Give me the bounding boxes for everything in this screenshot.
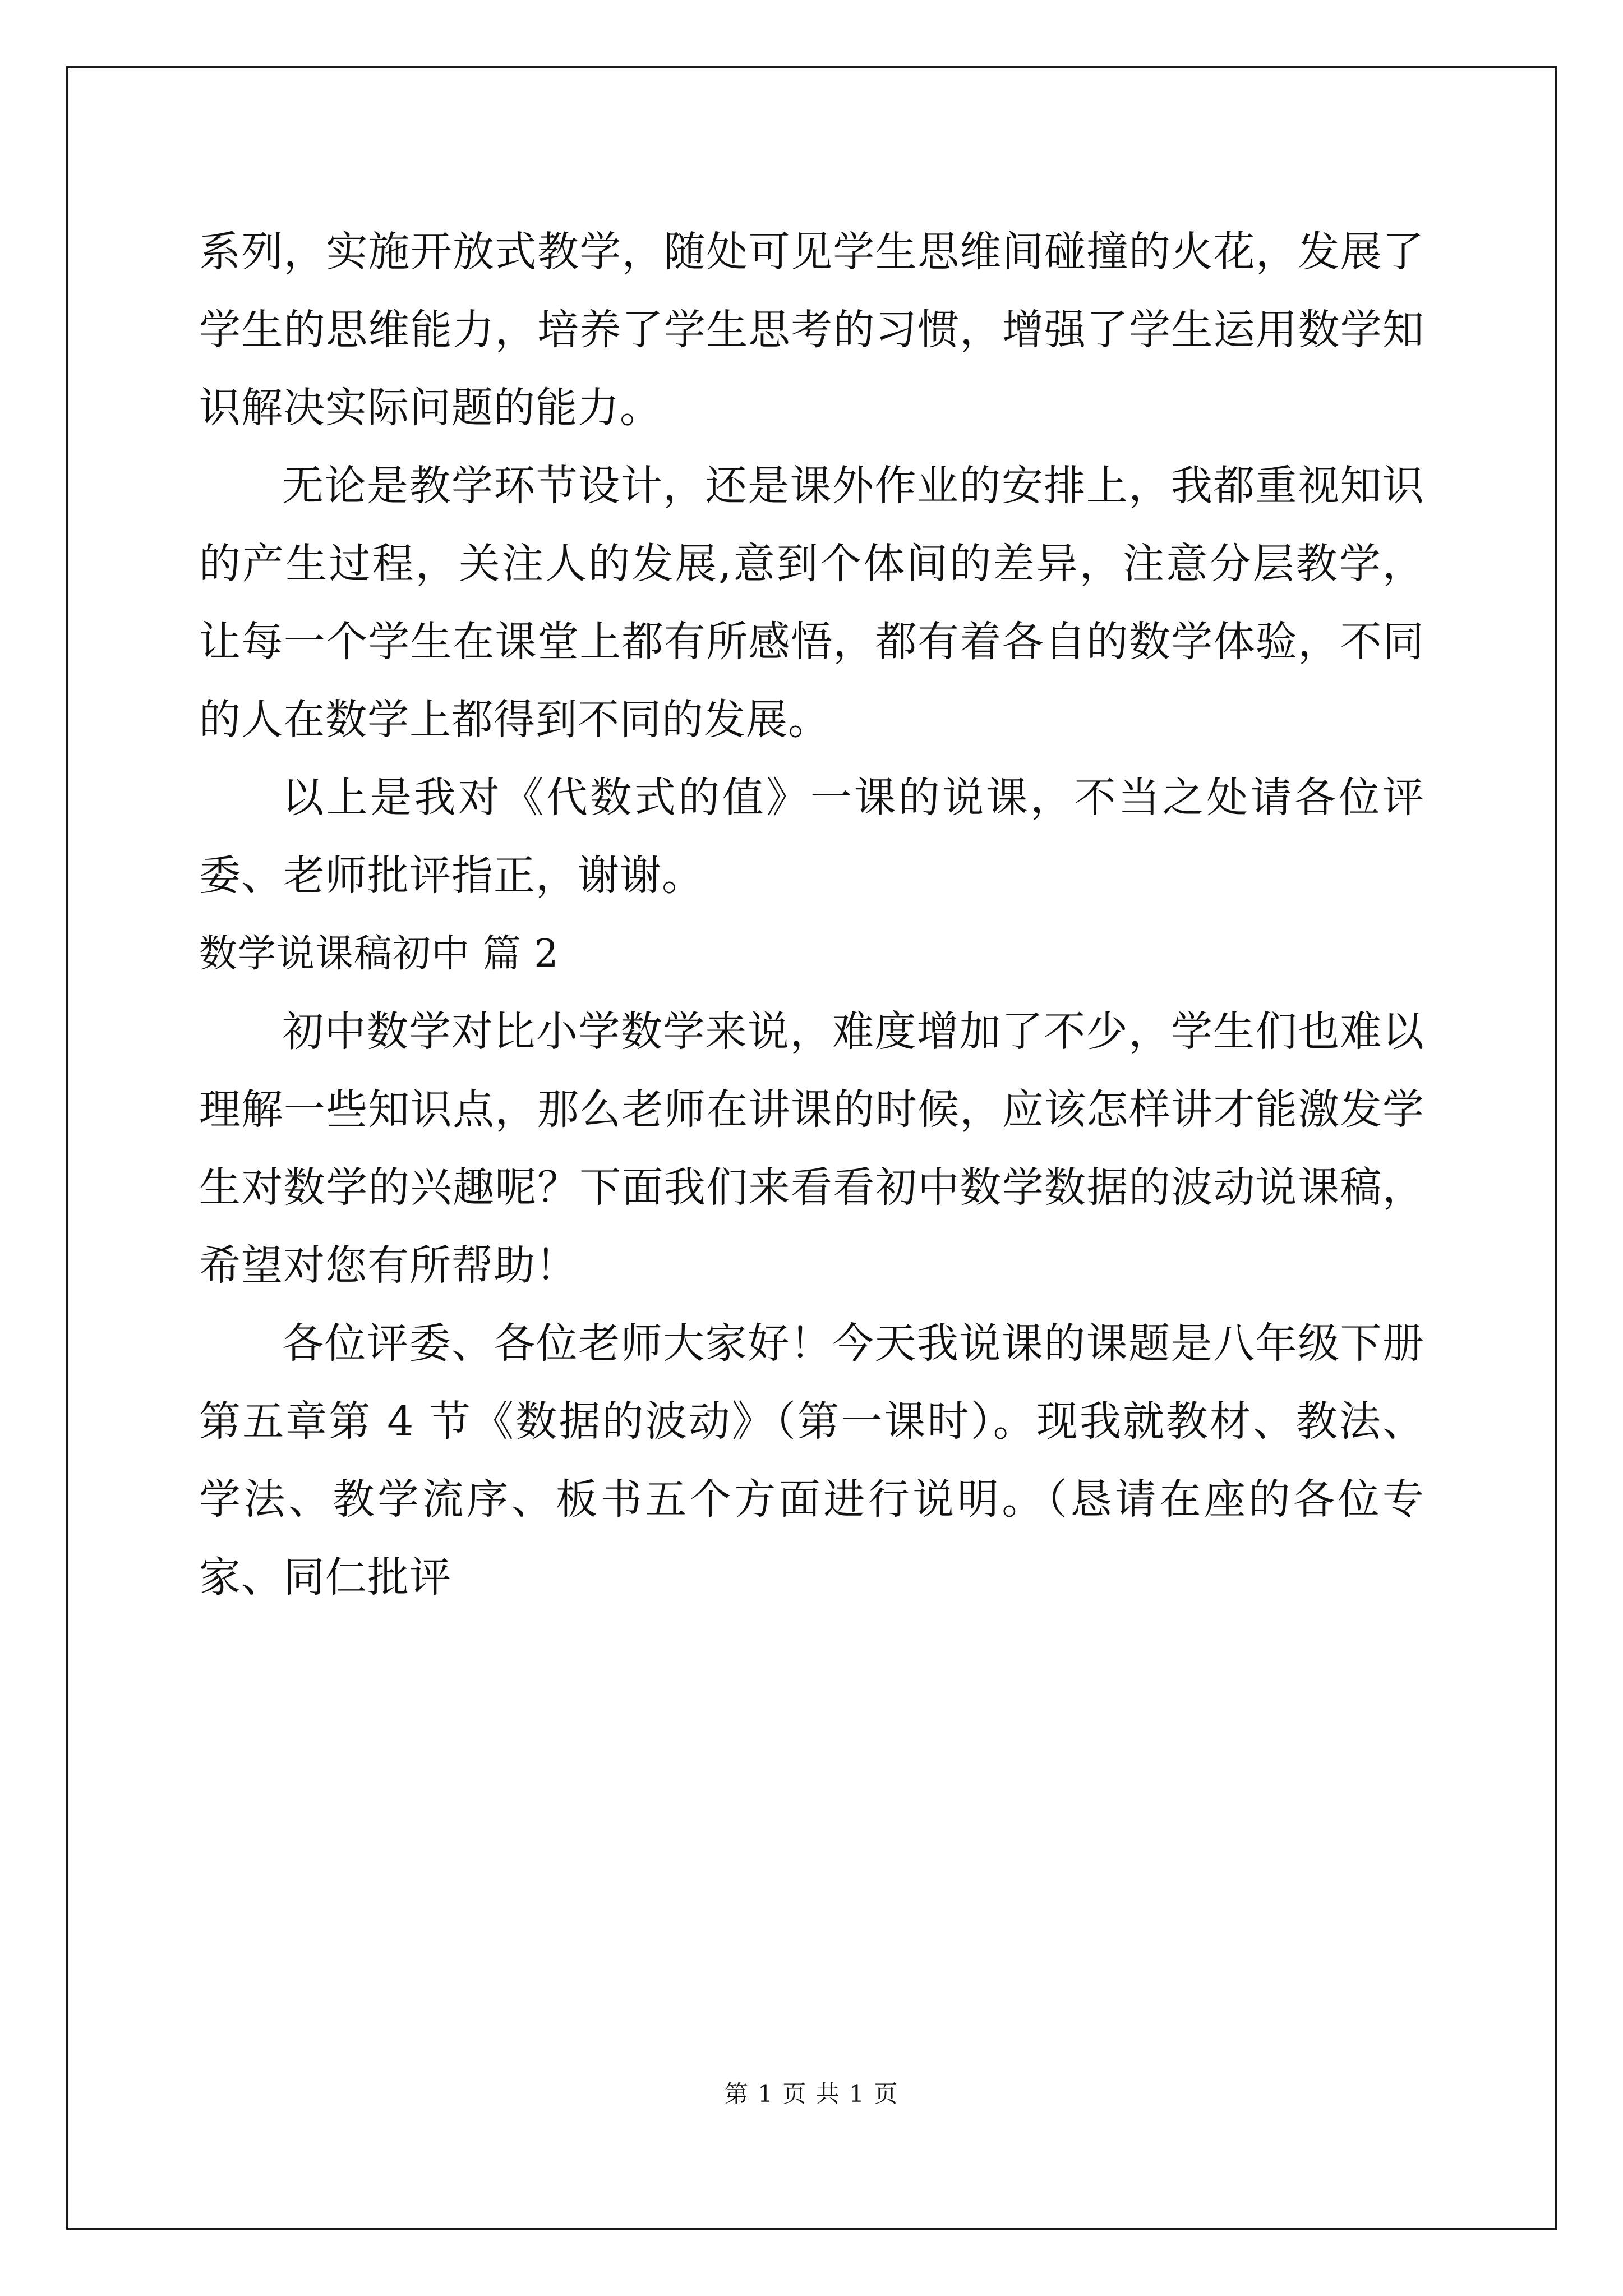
- paragraph-2: 无论是教学环节设计，还是课外作业的安排上，我都重视知识的产生过程，关注人的发展,意到个体间的差异，注意分层教学，让每一个学生在课堂上都有所感悟，都有着各自的数学体验，不同的人在数学上都得到不同的发展。: [199, 462, 1424, 744]
- document-body: [199, 213, 1424, 1617]
- paragraph-1: 系列，实施开放式教学，随处可见学生思维间碰撞的火花，发展了学生的思维能力，培养了学生思考的习惯，增强了学生运用数学知识解决实际问题的能力。: [199, 228, 1424, 432]
- paragraph-3: 以上是我对《代数式的值》一课的说课，不当之处请各位评委、老师批评指正，谢谢。: [199, 774, 1424, 900]
- section-heading: 数学说课稿初中 篇 2: [199, 932, 559, 976]
- paragraph-5: 各位评委、各位老师大家好！今天我说课的课题是八年级下册第五章第 4 节《数据的波动》（第一课时）。现我就教材、教法、学法、教学流序、板书五个方面进行说明。（恳请在座的各位专家、同仁批评: [199, 1319, 1424, 1602]
- page-footer: 第 1 页 共 1 页: [724, 2080, 899, 2108]
- paragraph-4: 初中数学对比小学数学来说，难度增加了不少，学生们也难以理解一些知识点，那么老师在讲课的时候，应该怎样讲才能激发学生对数学的兴趣呢？下面我们来看看初中数学数据的波动说课稿，希望对您有所帮助！: [199, 1007, 1424, 1290]
